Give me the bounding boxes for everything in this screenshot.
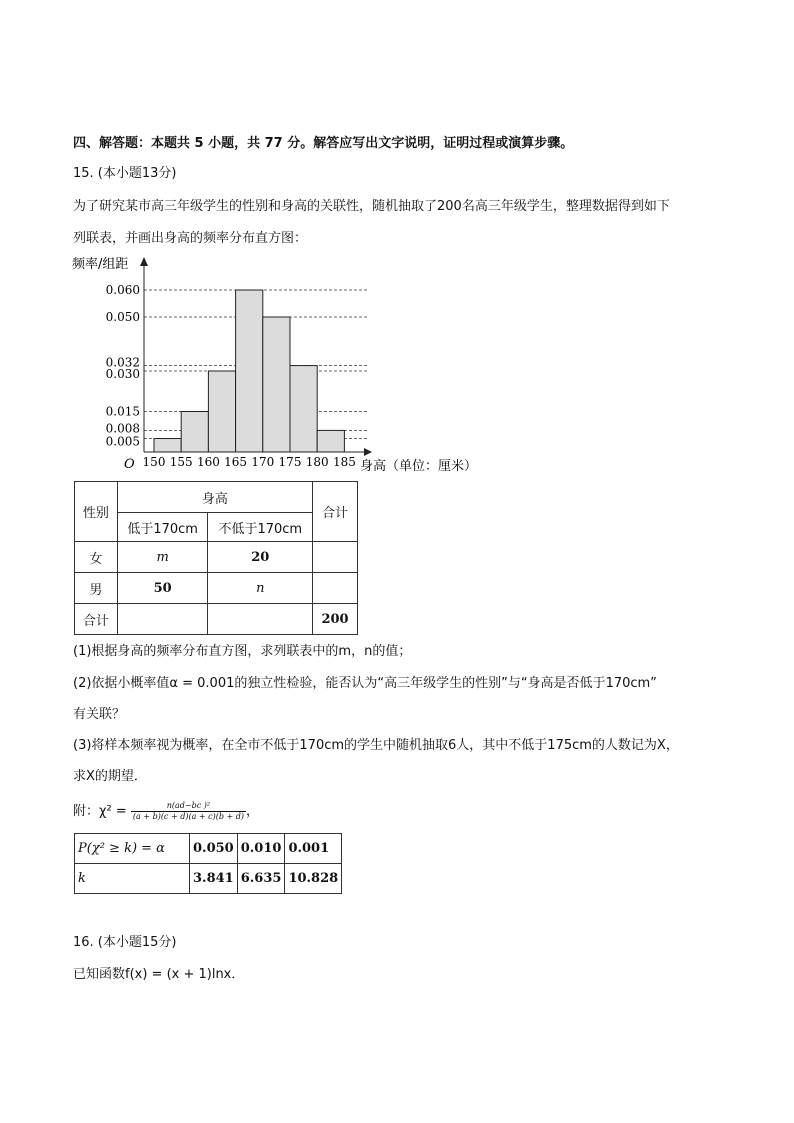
chart-ylabel: 频率/组距 [72, 257, 129, 272]
k-table-row2-label: k [75, 864, 190, 894]
header-total: 合计 [313, 482, 358, 542]
formula-prefix: 附：χ² = [73, 804, 127, 819]
cell-value: n [208, 573, 313, 604]
y-tick-label: 0.060 [105, 283, 140, 297]
q15-part3-line2: 求X的期望． [73, 769, 147, 784]
k-table-cell: 0.050 [190, 834, 238, 864]
q16-line1: 已知函数f(x) = (x + 1)lnx． [73, 967, 245, 982]
y-tick-label: 0.005 [105, 434, 140, 449]
formula-suffix: ， [246, 804, 260, 819]
y-tick-label: 0.008 [105, 421, 140, 436]
x-tick-label: 155 [169, 455, 193, 469]
histogram-bar [317, 430, 344, 452]
q15-part2-line2: 有关联？ [73, 707, 126, 722]
k-table-cell: 0.001 [285, 834, 342, 864]
histogram-bar [236, 290, 263, 452]
x-tick-label: 185 [332, 455, 356, 469]
cell-value [313, 573, 358, 604]
y-tick-label: 0.030 [105, 367, 140, 381]
y-axis-arrow [140, 257, 148, 266]
cell-value [117, 604, 208, 635]
row-label: 男 [75, 573, 118, 604]
critical-value-table [74, 833, 342, 894]
q15-part1: (1)根据身高的频率分布直方图，求列联表中的m，n的值； [73, 644, 412, 659]
contingency-table [74, 481, 358, 635]
histogram-bar [154, 439, 181, 453]
row-label: 合计 [75, 604, 118, 635]
k-table-cell: 6.635 [237, 864, 285, 894]
histogram-chart [68, 252, 548, 472]
k-table-cell: 3.841 [190, 864, 238, 894]
x-tick-label: 170 [251, 455, 275, 469]
cell-value: 50 [117, 573, 208, 604]
y-tick-label: 0.015 [105, 404, 140, 419]
k-table-cell: 10.828 [285, 864, 342, 894]
histogram-bar [290, 366, 317, 452]
cell-value [313, 542, 358, 573]
x-tick-label: 150 [142, 455, 166, 469]
row-label: 女 [75, 542, 118, 573]
formula-numerator: n(ad−bc )² [131, 801, 246, 812]
k-table-row1-label: P(χ² ≥ k) = α [75, 834, 190, 864]
q15-intro-line2: 列联表，并画出身高的频率分布直方图： [73, 231, 308, 246]
q15-part3-line1: (3)将样本频率视为概率，在全市不低于170cm的学生中随机抽取6人，其中不低于175cm的人数记为X， [73, 738, 679, 753]
q15-part2-line1: (2)依据小概率值α = 0.001的独立性检验，能否认为“高三年级学生的性别”与“身高是否低于170cm” [73, 676, 657, 691]
formula-fraction [131, 801, 246, 822]
cell-value [208, 604, 313, 635]
section-heading: 四、解答题：本题共 5 小题，共 77 分。解答应写出文字说明，证明过程或演算步骤。 [73, 136, 574, 151]
q15-header: 15. (本小题13分) [73, 166, 177, 181]
q15-intro-line1: 为了研究某市高三年级学生的性别和身高的关联性，随机抽取了200名高三年级学生，整理数据得到如下 [73, 199, 670, 214]
y-tick-label: 0.032 [105, 355, 140, 370]
y-tick-label: 0.050 [105, 310, 140, 324]
histogram-bar [181, 412, 208, 453]
q16-header: 16. (本小题15分) [73, 935, 177, 950]
formula-denominator: (a + b)(c + d)(a + c)(b + d) [132, 812, 244, 821]
header-high: 不低于170cm [208, 513, 313, 542]
cell-value: m [117, 542, 208, 573]
histogram-bar [263, 317, 290, 452]
chi-square-formula [73, 800, 259, 824]
cell-value: 200 [313, 604, 358, 635]
header-height: 身高 [117, 482, 312, 513]
k-table-cell: 0.010 [237, 834, 285, 864]
chart-xlabel: 身高（单位：厘米） [360, 459, 478, 474]
histogram-bar [208, 371, 235, 452]
cell-value: 20 [208, 542, 313, 573]
x-tick-label: 165 [224, 455, 248, 469]
x-tick-label: 180 [305, 455, 329, 469]
header-gender: 性别 [75, 482, 118, 542]
x-axis-arrow [364, 448, 372, 456]
x-tick-label: 160 [196, 455, 220, 469]
header-low: 低于170cm [117, 513, 208, 542]
chart-origin-label: O [124, 457, 135, 472]
x-tick-label: 175 [278, 455, 302, 469]
